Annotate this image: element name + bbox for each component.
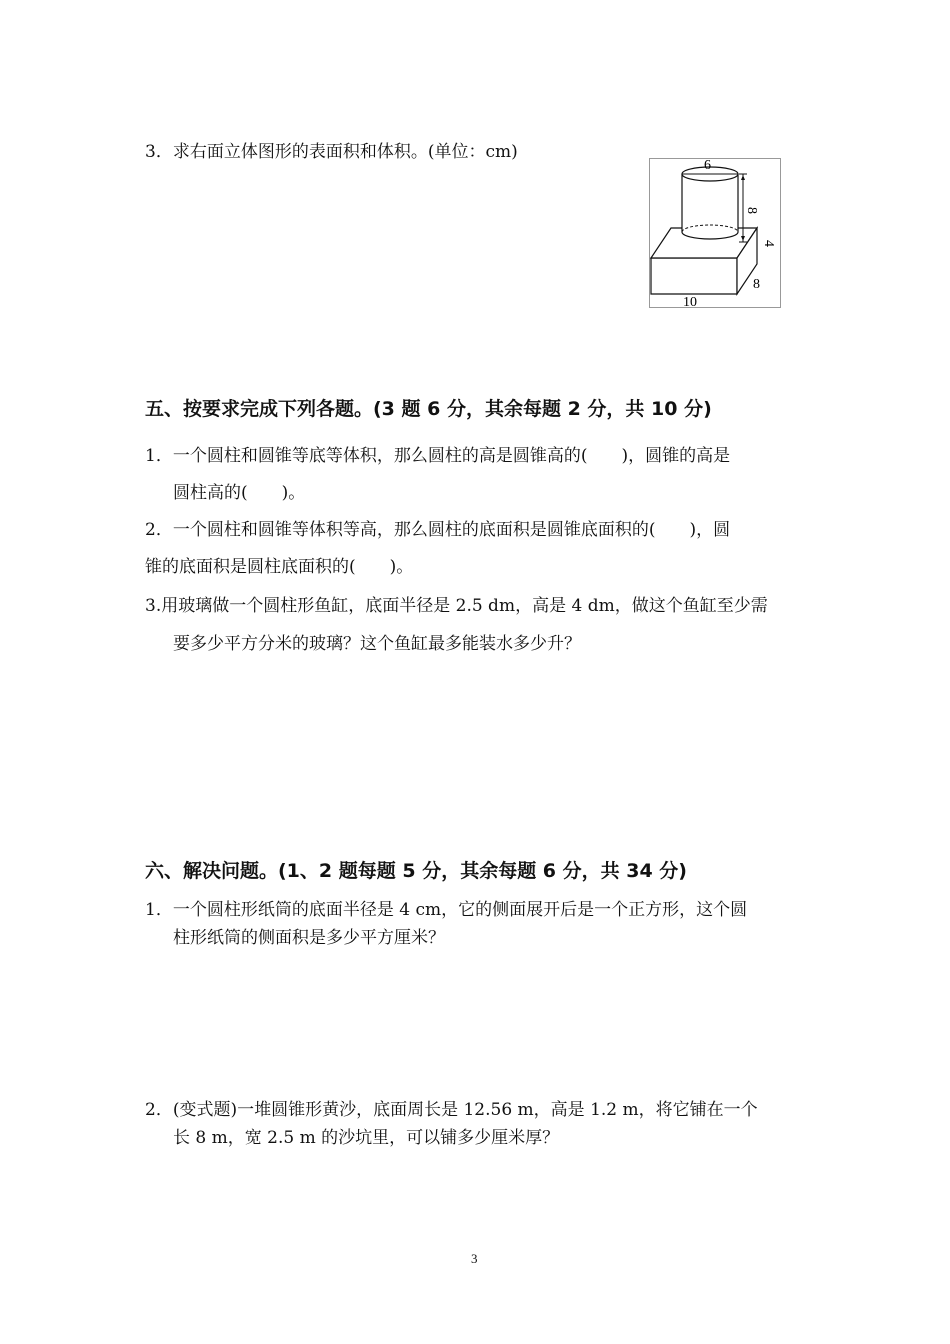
section-6-q1-line2: 柱形纸筒的侧面积是多少平方厘米？ [173, 928, 445, 948]
cylinder-on-cuboid-diagram [649, 158, 781, 308]
section-6-q2-line2: 长 8 m，宽 2.5 m 的沙坑里，可以铺多少厘米厚？ [173, 1128, 560, 1148]
section-5-q2-line1: 2．一个圆柱和圆锥等体积等高，那么圆柱的底面积是圆锥底面积的( )，圆 [145, 520, 731, 540]
label-diameter: 6 [704, 158, 711, 173]
label-box-depth: 8 [753, 277, 760, 292]
section-5-q3-line2: 要多少平方分米的玻璃？这个鱼缸最多能装水多少升？ [173, 634, 581, 654]
label-box-length: 10 [683, 295, 697, 308]
section-5-title: 五、按要求完成下列各题。(3 题 6 分，其余每题 2 分，共 10 分) [145, 398, 712, 420]
section-5-q2-line2: 锥的底面积是圆柱底面积的( )。 [145, 557, 414, 577]
question-3-text: 3．求右面立体图形的表面积和体积。(单位：cm) [145, 142, 518, 162]
solid-figure [649, 158, 781, 308]
section-5-q1-line2: 圆柱高的( )。 [173, 483, 306, 503]
section-6-q2-line1: 2．(变式题)一堆圆锥形黄沙，底面周长是 12.56 m，高是 1.2 m，将它铺在一个 [145, 1100, 758, 1120]
section-6-q1-line1: 1．一个圆柱形纸筒的底面半径是 4 cm，它的侧面展开后是一个正方形，这个圆 [145, 900, 748, 920]
section-5-q3-line1: 3.用玻璃做一个圆柱形鱼缸，底面半径是 2.5 dm，高是 4 dm，做这个鱼缸至少需 [145, 596, 768, 616]
page-number: 3 [471, 1251, 478, 1266]
label-box-height: 4 [761, 240, 776, 247]
section-6-title: 六、解决问题。(1、2 题每题 5 分，其余每题 6 分，共 34 分) [145, 860, 687, 882]
section-5-q1-line1: 1．一个圆柱和圆锥等底等体积，那么圆柱的高是圆锥高的( )，圆锥的高是 [145, 446, 731, 466]
label-cyl-height: 8 [744, 207, 759, 214]
